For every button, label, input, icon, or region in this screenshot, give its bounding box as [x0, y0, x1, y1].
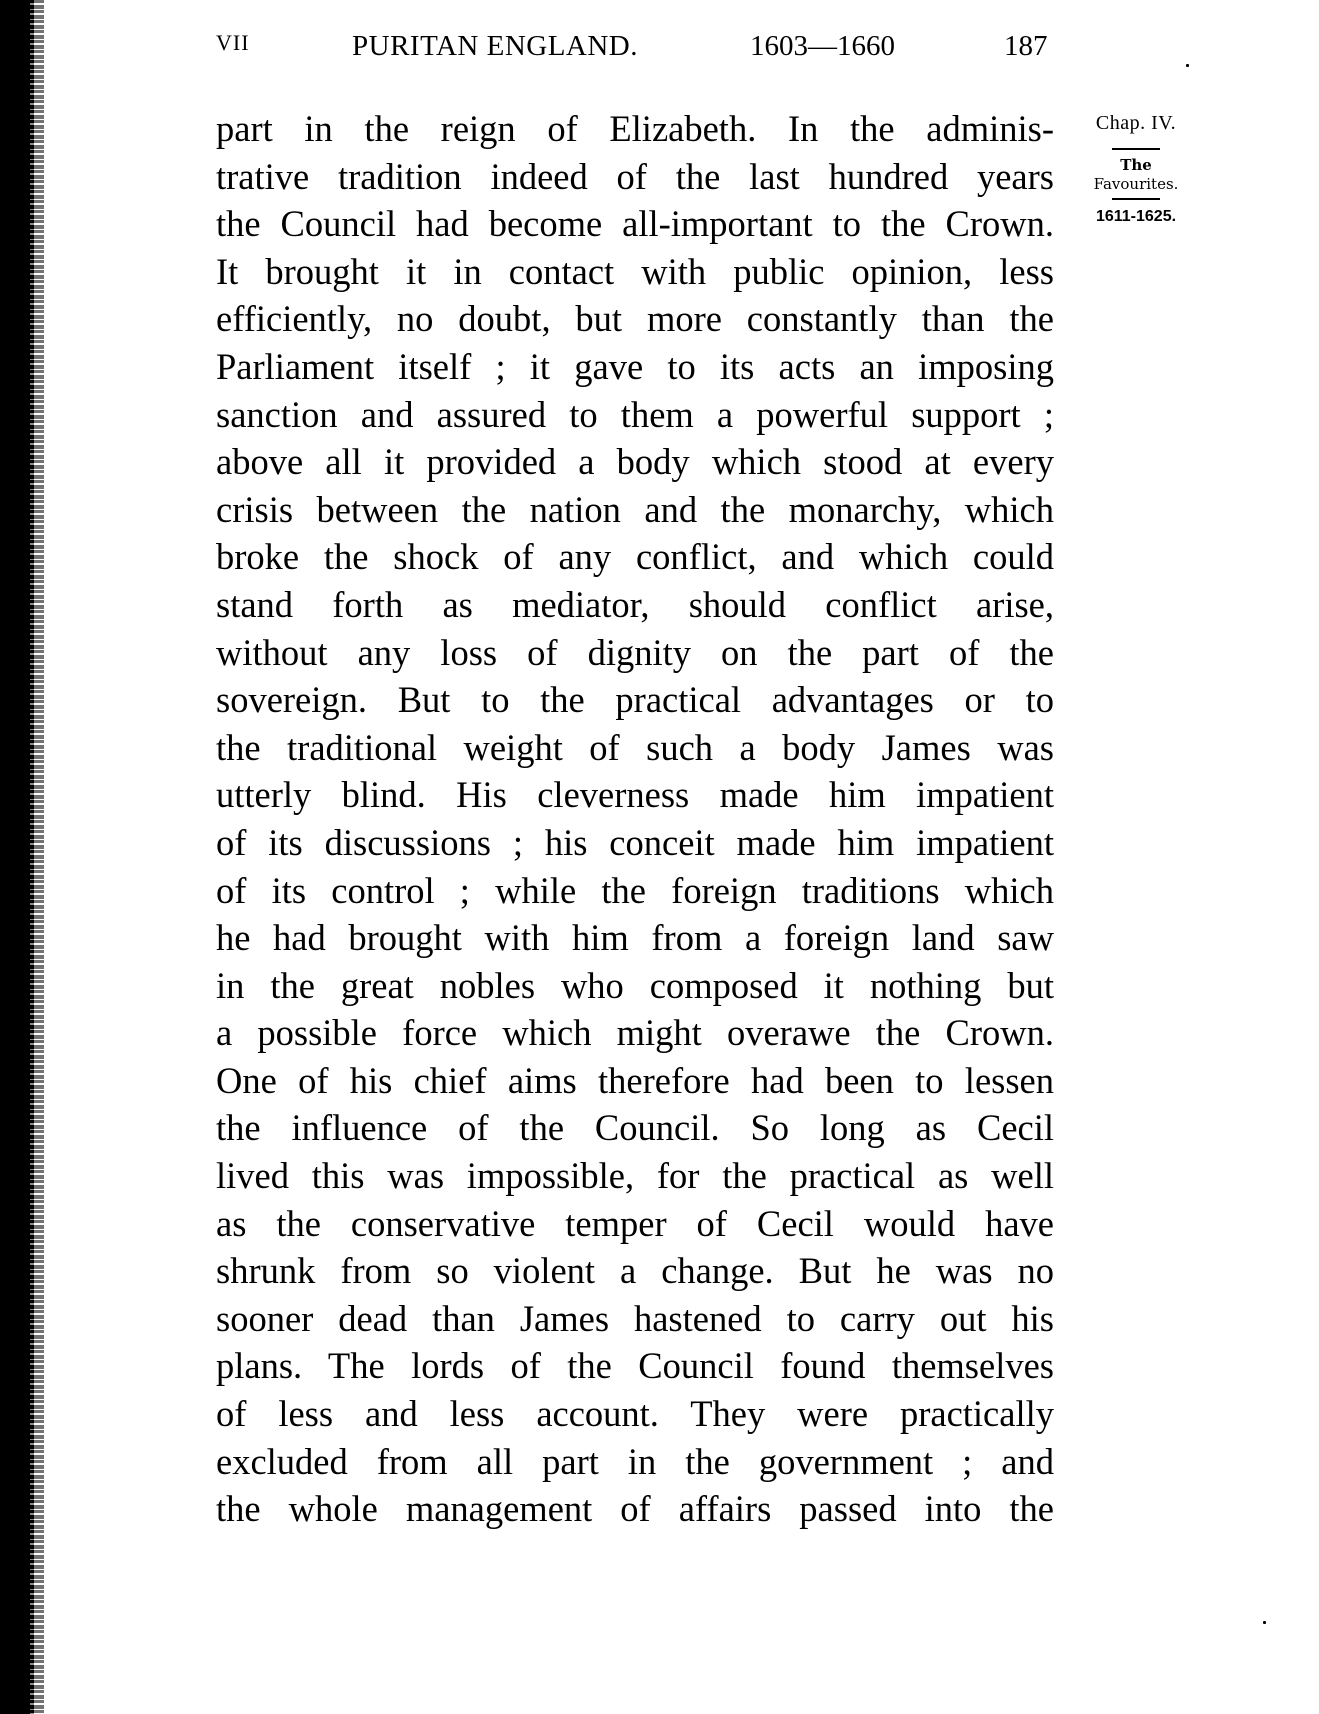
running-header [0, 30, 1319, 70]
body-text [216, 105, 1054, 1533]
text-line: utterly blind. His cleverness made him impatient [216, 774, 1054, 816]
text-line: the influence of the Council. So long as Cecil [216, 1107, 1054, 1149]
text-line: he had brought with him from a foreign land saw [216, 917, 1054, 959]
text-line: of its control ; while the foreign traditions which [216, 869, 1054, 911]
margin-rule [1112, 198, 1160, 200]
text-line: One of his chief aims therefore had been to lessen [216, 1059, 1054, 1101]
margin-chapter: Chap. IV. [1095, 112, 1177, 134]
text-line: shrunk from so violent a change. But he was no [216, 1250, 1054, 1292]
margin-topic-line1: The [1120, 156, 1152, 174]
speck [1263, 1621, 1266, 1624]
text-line: a possible force which might overawe the Crown. [216, 1012, 1054, 1054]
text-line: It brought it in contact with public opinion, less [216, 250, 1054, 292]
text-line: of its discussions ; his conceit made him impatient [216, 821, 1054, 863]
text-line: the Council had become all-important to the Crown. [216, 203, 1054, 245]
margin-topic-line2: Favourites. [1093, 175, 1179, 193]
text-line: broke the shock of any conflict, and which could [216, 536, 1054, 578]
text-line: trative tradition indeed of the last hundred years [216, 155, 1054, 197]
speck [1186, 64, 1189, 67]
text-line: part in the reign of Elizabeth. In the adminis- [216, 108, 1054, 149]
text-line: stand forth as mediator, should conflict arise, [216, 583, 1054, 625]
page-number: 187 [1004, 30, 1048, 62]
text-line: Parliament itself ; it gave to its acts an imposing [216, 345, 1054, 387]
text-line: plans. The lords of the Council found themselves [216, 1345, 1054, 1387]
text-line: of less and less account. They were practically [216, 1393, 1054, 1435]
book-spine-shadow [0, 0, 34, 1714]
margin-topic [1068, 156, 1204, 194]
text-line: crisis between the nation and the monarchy, which [216, 488, 1054, 530]
text-line: as the conservative temper of Cecil would have [216, 1202, 1054, 1244]
text-line: without any loss of dignity on the part of the [216, 631, 1054, 673]
header-dates: 1603—1660 [750, 30, 895, 62]
header-title: PURITAN ENGLAND. [352, 30, 638, 62]
text-line: lived this was impossible, for the practical as well [216, 1155, 1054, 1197]
margin-years: 1611-1625. [1095, 207, 1177, 225]
text-line: the whole management of affairs passed into the [216, 1488, 1054, 1530]
text-line: excluded from all part in the government ; and [216, 1440, 1054, 1482]
text-line: the traditional weight of such a body James was [216, 726, 1054, 768]
book-spine-edge [30, 0, 44, 1714]
margin-rule [1112, 148, 1160, 150]
text-line: above all it provided a body which stood at every [216, 441, 1054, 483]
text-line: efficiently, no doubt, but more constantly than the [216, 298, 1054, 340]
margin-note [1068, 112, 1204, 226]
header-chapter-numeral: VII [216, 30, 250, 55]
text-line: sovereign. But to the practical advantages or to [216, 679, 1054, 721]
text-line: sooner dead than James hastened to carry out his [216, 1297, 1054, 1339]
text-line: sanction and assured to them a powerful support ; [216, 393, 1054, 435]
text-line: in the great nobles who composed it nothing but [216, 964, 1054, 1006]
